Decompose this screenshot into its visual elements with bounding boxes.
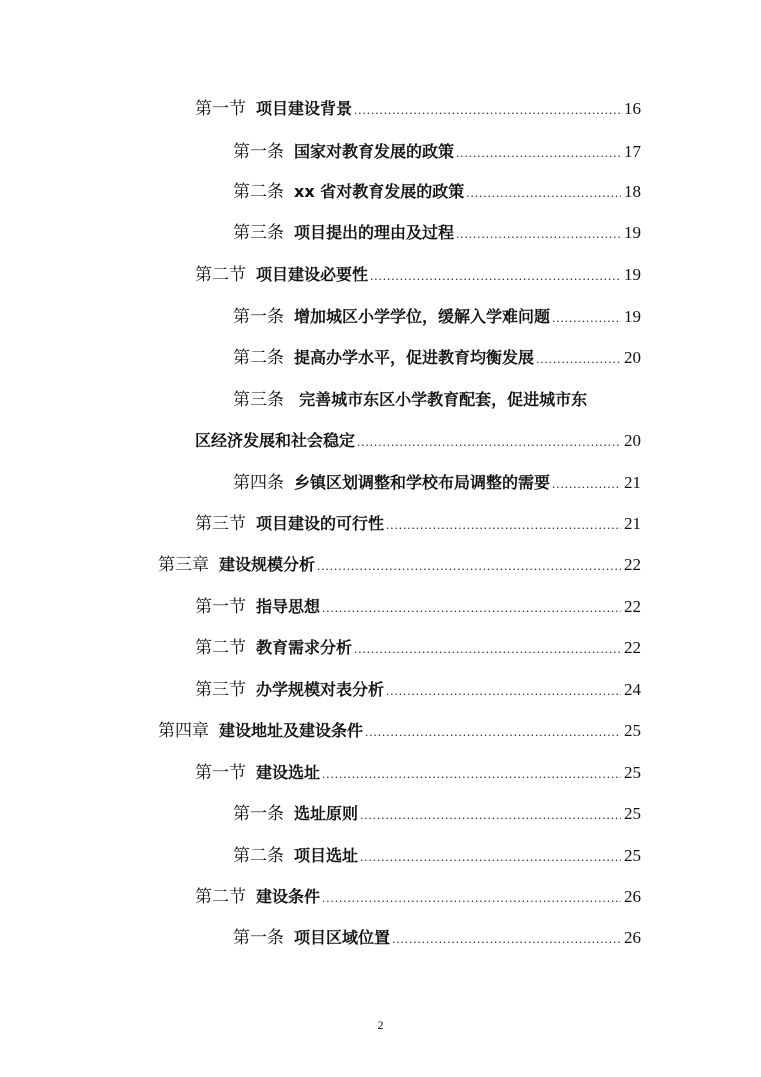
toc-title: 项目提出的理由及过程: [294, 223, 455, 242]
toc-page-number: 25: [624, 846, 641, 865]
toc-label: 第四条: [233, 473, 284, 493]
toc-title: 建设条件: [256, 887, 321, 906]
toc-title: 项目建设必要性: [256, 265, 369, 284]
toc-page-number: 22: [624, 555, 641, 574]
toc-entry-section[interactable]: [195, 513, 641, 536]
toc-page-number: 18: [624, 182, 641, 201]
dot-leader: [317, 555, 621, 577]
toc-title: 乡镇区划调整和学校布局调整的需要: [294, 473, 551, 492]
toc-title: 建设地址及建设条件: [219, 721, 364, 740]
dot-leader: [536, 348, 621, 370]
toc-label: 第三条: [233, 223, 284, 243]
toc-label: 第二条: [233, 182, 284, 202]
toc-label: 第一条: [233, 307, 284, 327]
toc-page-number: 19: [624, 307, 641, 326]
toc-page-number: 20: [624, 348, 641, 367]
dot-leader: [392, 928, 621, 950]
toc-label: 第一节: [195, 763, 246, 783]
toc-entry-section[interactable]: [195, 98, 641, 121]
toc-entry-section[interactable]: [195, 264, 641, 287]
toc-label: 第一节: [195, 99, 246, 119]
toc-page-number: 19: [624, 265, 641, 284]
toc-page-number: 24: [624, 680, 641, 699]
toc-page-number: 25: [624, 804, 641, 823]
toc-label: 第二条: [233, 348, 284, 368]
dot-leader: [354, 638, 621, 660]
dot-leader: [322, 763, 621, 785]
toc-title: 区经济发展和社会稳定: [195, 431, 356, 450]
dot-leader: [466, 182, 621, 204]
toc-title: xx 省对教育发展的政策: [294, 182, 465, 201]
dot-leader: [370, 265, 621, 287]
dot-leader: [552, 473, 621, 495]
toc-page-number: 17: [624, 142, 641, 161]
toc-title: 增加城区小学学位，缓解入学难问题: [294, 307, 551, 326]
toc-title: 项目建设背景: [256, 99, 353, 118]
dot-leader: [386, 680, 621, 702]
toc-entry-section[interactable]: [195, 762, 641, 785]
dot-leader: [386, 514, 621, 536]
dot-leader: [322, 597, 621, 619]
toc-page-number: 20: [624, 431, 641, 450]
toc-entry-article[interactable]: [233, 347, 641, 370]
toc-title: 选址原则: [294, 804, 359, 823]
toc-title: 建设规模分析: [219, 555, 316, 574]
toc-page-number: 26: [624, 928, 641, 947]
toc-title: 项目区域位置: [294, 928, 391, 947]
toc-entry-article[interactable]: [233, 845, 641, 868]
dot-leader: [552, 307, 621, 329]
toc-entry-article[interactable]: [233, 222, 641, 245]
toc-label: 第二条: [233, 846, 284, 866]
dot-leader: [360, 804, 621, 826]
toc-entry-section[interactable]: [195, 596, 641, 619]
toc-label: 第二节: [195, 887, 246, 907]
toc-title: 教育需求分析: [256, 638, 353, 657]
toc-title: 完善城市东区小学教育配套，促进城市东: [299, 390, 588, 409]
toc-entry-article-wrapped-first[interactable]: [233, 389, 587, 411]
toc-entry-article[interactable]: [233, 306, 641, 329]
toc-label: 第三条: [233, 390, 284, 410]
toc-label: 第二节: [195, 265, 246, 285]
toc-page-number: 21: [624, 473, 641, 492]
toc-page-number: 21: [624, 514, 641, 533]
toc-label: 第三章: [158, 555, 209, 575]
toc-label: 第一条: [233, 928, 284, 948]
toc-page-number: 25: [624, 763, 641, 782]
toc-page-number: 16: [624, 99, 641, 118]
toc-label: 第一节: [195, 597, 246, 617]
toc-title: 办学规模对表分析: [256, 680, 385, 699]
toc-label: 第三节: [195, 514, 246, 534]
toc-page-number: 26: [624, 887, 641, 906]
toc-page-number: 22: [624, 597, 641, 616]
dot-leader: [357, 431, 621, 453]
toc-page-number: 25: [624, 721, 641, 740]
dot-leader: [360, 846, 621, 868]
toc-entry-article-wrapped-second[interactable]: [195, 430, 641, 453]
toc-entry-article[interactable]: [233, 472, 641, 495]
toc-title: 提高办学水平，促进教育均衡发展: [294, 348, 535, 367]
toc-title: 项目建设的可行性: [256, 514, 385, 533]
toc-title: 指导思想: [256, 597, 321, 616]
toc-label: 第二节: [195, 638, 246, 658]
dot-leader: [354, 99, 621, 121]
toc-label: 第一条: [233, 142, 284, 162]
toc-label: 第一条: [233, 804, 284, 824]
toc-title: 项目选址: [294, 846, 359, 865]
toc-label: 第四章: [158, 721, 209, 741]
toc-entry-section[interactable]: [195, 886, 641, 909]
toc-entry-section[interactable]: [195, 637, 641, 660]
dot-leader: [456, 223, 621, 245]
dot-leader: [456, 142, 621, 164]
toc-entry-chapter[interactable]: [158, 554, 641, 577]
toc-entry-article[interactable]: [233, 181, 641, 204]
toc-entry-article[interactable]: [233, 141, 641, 164]
dot-leader: [365, 721, 621, 743]
toc-entry-section[interactable]: [195, 679, 641, 702]
toc-title: 国家对教育发展的政策: [294, 142, 455, 161]
toc-entry-article[interactable]: [233, 927, 641, 950]
toc-page-number: 19: [624, 223, 641, 242]
page-number: 2: [377, 1018, 384, 1032]
toc-page-number: 22: [624, 638, 641, 657]
toc-label: 第三节: [195, 680, 246, 700]
dot-leader: [322, 887, 621, 909]
toc-entry-article[interactable]: [233, 803, 641, 826]
toc-entry-chapter[interactable]: [158, 720, 641, 743]
toc-title: 建设选址: [256, 763, 321, 782]
